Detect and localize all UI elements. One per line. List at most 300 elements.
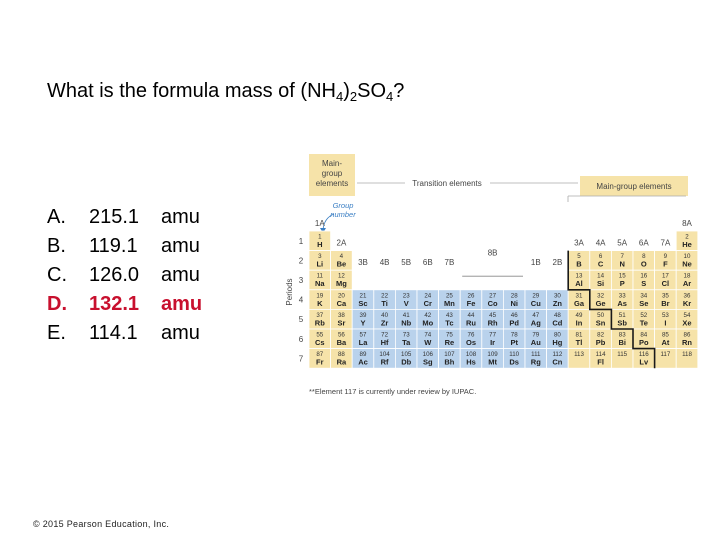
element-cell <box>633 329 655 349</box>
element-cell <box>417 309 439 329</box>
atomic-number: 38 <box>337 311 345 319</box>
element-cell <box>547 349 569 369</box>
element-cell <box>525 309 547 329</box>
copyright: © 2015 Pearson Education, Inc. <box>33 519 170 529</box>
atomic-number: 6 <box>598 253 603 261</box>
element-symbol: N <box>619 259 625 269</box>
atomic-number: 11 <box>316 272 324 280</box>
element-cell <box>568 270 590 290</box>
atomic-number: 73 <box>402 331 410 339</box>
atomic-number: 16 <box>640 272 648 280</box>
element-symbol: Au <box>530 338 541 347</box>
atomic-number: 80 <box>553 331 561 339</box>
atomic-number: 78 <box>510 331 518 339</box>
atomic-number: 15 <box>618 272 626 280</box>
element-cell <box>590 309 612 329</box>
atomic-number: 48 <box>553 311 561 319</box>
element-symbol: Cn <box>552 357 563 367</box>
group-label: 1A <box>314 219 325 228</box>
element-symbol: Rg <box>530 357 541 367</box>
answer-letter: E. <box>47 322 66 344</box>
element-cell <box>633 290 655 310</box>
element-cell <box>331 329 353 349</box>
element-cell <box>309 349 331 369</box>
atomic-number: 31 <box>575 292 583 300</box>
atomic-number: 35 <box>661 292 669 300</box>
element-cell <box>547 290 569 310</box>
element-symbol: K <box>317 298 323 308</box>
element-symbol: Co <box>487 298 498 308</box>
group-label: 8A <box>682 219 692 228</box>
element-cell <box>503 349 525 369</box>
atomic-number: 45 <box>489 311 497 319</box>
atomic-number: 39 <box>359 311 367 319</box>
answer-letter: D. <box>47 293 67 315</box>
element-grid <box>299 219 698 368</box>
element-cell <box>417 290 439 310</box>
atomic-number: 86 <box>683 331 691 339</box>
element-symbol: B <box>576 259 582 269</box>
element-symbol: Fe <box>466 298 476 308</box>
atomic-number: 10 <box>683 253 691 261</box>
atomic-number: 29 <box>532 292 540 300</box>
atomic-number: 87 <box>316 351 324 359</box>
atomic-number: 8 <box>642 253 646 261</box>
element-symbol: H <box>317 240 323 249</box>
group-label: 4A <box>595 238 606 248</box>
element-cell <box>352 349 374 369</box>
element-cell <box>655 349 677 369</box>
atomic-number: 112 <box>552 351 563 359</box>
element-symbol: Ag <box>530 318 541 328</box>
element-symbol: He <box>682 240 692 249</box>
element-cell <box>525 329 547 349</box>
element-symbol: Xe <box>682 318 692 328</box>
element-cell <box>547 329 569 349</box>
element-cell <box>417 349 439 369</box>
element-cell <box>611 309 633 329</box>
answer-unit: amu <box>161 264 200 286</box>
element-symbol: Kr <box>682 298 692 308</box>
element-cell <box>676 309 698 329</box>
period-number: 3 <box>298 276 304 285</box>
element-cell <box>482 349 504 369</box>
element-symbol: Al <box>575 279 583 289</box>
element-cell <box>331 309 353 329</box>
question-text <box>47 80 404 103</box>
element-symbol: Fl <box>597 357 604 367</box>
atomic-number: 75 <box>445 331 453 339</box>
atomic-number: 84 <box>640 331 648 339</box>
period-number: 4 <box>298 295 304 305</box>
element-symbol: Sb <box>617 318 627 328</box>
element-cell <box>460 349 482 369</box>
periods-label: Periods <box>285 278 294 306</box>
atomic-number: 32 <box>597 292 605 300</box>
answer-b[interactable] <box>47 232 202 261</box>
header-main-left-line2: group <box>321 169 343 178</box>
element-cell <box>309 309 331 329</box>
element-cell <box>676 290 698 310</box>
element-symbol: Sn <box>595 318 606 328</box>
group-label: 5B <box>401 258 412 268</box>
element-symbol: Cl <box>661 279 670 289</box>
atomic-number: 109 <box>487 351 498 359</box>
element-cell <box>633 309 655 329</box>
element-symbol: Tl <box>575 338 583 347</box>
group-label: 7A <box>660 238 671 248</box>
element-cell <box>374 329 396 349</box>
element-cell <box>309 251 331 271</box>
question-suffix: ? <box>393 80 405 102</box>
element-symbol: Re <box>444 338 455 347</box>
atomic-number: 56 <box>337 331 345 339</box>
atomic-number: 88 <box>337 351 345 359</box>
answer-letter: C. <box>47 264 67 286</box>
atomic-number: 43 <box>445 311 453 319</box>
element-symbol: Ba <box>336 338 347 347</box>
element-cell <box>655 309 677 329</box>
element-symbol: Mg <box>335 279 347 289</box>
element-symbol: La <box>358 338 368 347</box>
element-cell <box>568 290 590 310</box>
atomic-number: 116 <box>638 351 649 359</box>
atomic-number: 24 <box>424 292 432 300</box>
atomic-number: 114 <box>595 351 606 359</box>
question-mid-2: SO <box>357 80 387 102</box>
atomic-number: 44 <box>467 311 475 319</box>
question-sub-3: 4 <box>386 89 394 104</box>
group-label: 6A <box>638 238 649 248</box>
element-cell <box>525 349 547 369</box>
atomic-number: 28 <box>510 292 518 300</box>
element-cell <box>611 290 633 310</box>
atomic-number: 34 <box>640 292 648 300</box>
period-number: 5 <box>298 315 304 325</box>
atomic-number: 9 <box>663 253 668 261</box>
element-symbol: Os <box>465 338 477 347</box>
element-symbol: Se <box>639 298 649 308</box>
element-symbol: Si <box>597 279 605 289</box>
element-symbol: Zn <box>552 298 562 308</box>
element-cell <box>611 251 633 271</box>
atomic-number: 14 <box>597 272 605 280</box>
atomic-number: 106 <box>422 351 433 359</box>
element-symbol: Mo <box>422 318 434 328</box>
atomic-number: 19 <box>316 292 324 300</box>
element-symbol: Ac <box>358 357 368 367</box>
element-cell <box>525 290 547 310</box>
group-number-line1: Group <box>332 201 354 210</box>
element-symbol: Sc <box>358 298 368 308</box>
answer-value: 114.1 <box>89 322 138 344</box>
element-cell <box>309 270 331 290</box>
element-symbol: V <box>403 298 409 308</box>
element-cell <box>633 251 655 271</box>
element-symbol: Hs <box>466 357 476 367</box>
element-symbol: Ti <box>381 298 388 308</box>
element-cell <box>374 290 396 310</box>
element-symbol: Ds <box>509 357 519 367</box>
atomic-number: 36 <box>683 292 691 300</box>
answer-value: 119.1 <box>89 235 138 257</box>
element-symbol: F <box>663 259 668 269</box>
element-symbol: Po <box>639 338 649 347</box>
element-symbol: Mn <box>443 298 455 308</box>
element-cell <box>590 251 612 271</box>
atomic-number: 40 <box>381 311 389 319</box>
element-symbol: W <box>424 338 432 347</box>
element-symbol: Te <box>639 318 648 328</box>
element-symbol: Pt <box>510 338 518 347</box>
question-mid-1: ) <box>343 80 350 102</box>
answer-e[interactable] <box>47 319 202 348</box>
element-symbol: Sg <box>423 357 433 367</box>
element-symbol: Rf <box>380 357 389 367</box>
answer-value: 132.1 <box>89 293 140 315</box>
element-cell <box>374 309 396 329</box>
atomic-number: 41 <box>402 311 410 319</box>
atomic-number: 77 <box>489 331 497 339</box>
answer-value: 215.1 <box>89 206 140 228</box>
atomic-number: 72 <box>381 331 389 339</box>
header-main-right: Main-group elements <box>596 182 672 191</box>
atomic-number: 1 <box>318 233 322 241</box>
atomic-number: 2 <box>685 233 689 241</box>
answer-unit: amu <box>161 206 200 228</box>
element-symbol: S <box>641 279 647 289</box>
atomic-number: 54 <box>683 311 691 319</box>
element-cell <box>395 290 417 310</box>
atomic-number: 79 <box>532 331 540 339</box>
answer-unit: amu <box>161 322 200 344</box>
element-symbol: Cs <box>315 338 325 347</box>
element-symbol: Hg <box>552 338 563 347</box>
answer-unit: amu <box>161 293 203 315</box>
group-label: 2A <box>336 238 347 248</box>
element-cell <box>439 349 461 369</box>
element-cell <box>547 309 569 329</box>
element-symbol: Ne <box>682 259 692 269</box>
element-symbol: Pb <box>595 338 606 347</box>
element-cell <box>676 251 698 271</box>
element-cell <box>460 290 482 310</box>
atomic-number: 33 <box>618 292 626 300</box>
element-symbol: Rh <box>487 318 498 328</box>
answer-d[interactable] <box>47 290 202 319</box>
answer-letter: B. <box>47 235 66 257</box>
atomic-number: 57 <box>359 331 367 339</box>
group-label: 3A <box>574 238 584 248</box>
question-sub-2: 2 <box>349 89 358 104</box>
answer-letter: A. <box>47 206 66 228</box>
element-symbol: Fr <box>316 357 324 367</box>
atomic-number: 108 <box>465 351 477 359</box>
element-symbol: Cd <box>552 318 563 328</box>
element-cell <box>676 329 698 349</box>
element-symbol: As <box>617 298 627 308</box>
atomic-number: 74 <box>424 331 432 339</box>
atomic-number: 105 <box>401 351 412 359</box>
atomic-number: 46 <box>510 311 518 319</box>
atomic-number: 110 <box>509 351 520 359</box>
atomic-number: 22 <box>381 292 389 300</box>
atomic-number: 81 <box>575 331 583 339</box>
element-cell <box>655 251 677 271</box>
atomic-number: 89 <box>359 351 367 359</box>
element-symbol: Cu <box>530 298 541 308</box>
element-symbol: Li <box>316 259 324 269</box>
atomic-number: 111 <box>531 351 541 359</box>
atomic-number: 113 <box>574 351 584 359</box>
atomic-number: 83 <box>618 331 626 339</box>
answer-unit: amu <box>161 235 200 257</box>
element-cell <box>482 329 504 349</box>
element-symbol: Bh <box>444 357 455 367</box>
element-cell <box>655 290 677 310</box>
atomic-number: 117 <box>660 351 671 359</box>
answer-value: 126.0 <box>89 264 140 286</box>
element-cell <box>503 309 525 329</box>
atomic-number: 47 <box>532 311 540 319</box>
element-symbol: Rb <box>314 318 325 328</box>
element-symbol: Br <box>661 298 670 308</box>
element-symbol: Ga <box>573 298 585 308</box>
element-symbol: Cr <box>423 298 432 308</box>
element-symbol: Be <box>336 259 347 269</box>
answer-a[interactable] <box>47 203 202 232</box>
element-cell <box>590 349 612 369</box>
atomic-number: 13 <box>575 272 583 280</box>
element-symbol: I <box>664 318 667 328</box>
group-label: 8B <box>487 248 498 258</box>
group-label: 1B <box>530 258 541 268</box>
element-cell <box>460 309 482 329</box>
element-cell <box>676 349 698 369</box>
header-main-left-line3: elements <box>315 179 349 188</box>
element-cell <box>309 290 331 310</box>
element-cell <box>395 329 417 349</box>
periodic-table <box>282 152 702 402</box>
element-cell <box>568 251 590 271</box>
element-cell <box>568 349 590 369</box>
element-symbol: Ni <box>510 298 518 308</box>
element-symbol: In <box>575 318 583 328</box>
answer-c[interactable] <box>47 261 202 290</box>
question-sub-1: 4 <box>335 89 344 104</box>
atomic-number: 82 <box>597 331 605 339</box>
atomic-number: 20 <box>337 292 345 300</box>
element-cell <box>439 290 461 310</box>
element-symbol: Mt <box>488 357 497 367</box>
answer-list <box>47 203 202 348</box>
group-label: 6B <box>422 258 433 268</box>
element-symbol: Ar <box>682 279 692 289</box>
group-number-line2: number <box>330 210 356 219</box>
element-cell <box>590 329 612 349</box>
atomic-number: 5 <box>577 253 581 261</box>
atomic-number: 37 <box>316 311 324 319</box>
header-transition: Transition elements <box>412 179 482 188</box>
atomic-number: 18 <box>683 272 691 280</box>
footnote: **Element 117 is currently under review by IUPAC. <box>309 387 477 396</box>
element-cell <box>309 231 331 251</box>
element-cell <box>503 329 525 349</box>
element-symbol: Bi <box>618 338 626 347</box>
element-cell <box>352 329 374 349</box>
element-cell <box>331 349 353 369</box>
atomic-number: 115 <box>617 351 628 359</box>
element-symbol: Ra <box>336 357 347 367</box>
group-label: 4B <box>379 258 390 268</box>
element-symbol: Ta <box>402 338 411 347</box>
element-cell <box>331 270 353 290</box>
atomic-number: 23 <box>402 292 410 300</box>
atomic-number: 30 <box>553 292 561 300</box>
atomic-number: 7 <box>620 253 624 261</box>
element-symbol: P <box>619 279 625 289</box>
element-cell <box>568 309 590 329</box>
header-main-left-line1: Main- <box>321 159 343 168</box>
element-cell <box>352 309 374 329</box>
element-cell <box>482 309 504 329</box>
atomic-number: 52 <box>640 311 648 319</box>
element-symbol: Y <box>360 318 366 328</box>
element-symbol: Na <box>315 279 325 289</box>
group-label: 2B <box>552 258 563 268</box>
atomic-number: 53 <box>661 311 669 319</box>
element-cell <box>633 270 655 290</box>
element-cell <box>611 349 633 369</box>
element-symbol: Tc <box>445 318 454 328</box>
element-symbol: Zr <box>380 318 389 328</box>
element-cell <box>395 309 417 329</box>
period-number: 1 <box>298 236 304 246</box>
element-cell <box>611 270 633 290</box>
atomic-number: 76 <box>467 331 475 339</box>
element-symbol: Rn <box>682 338 692 347</box>
element-symbol: Pd <box>509 318 519 328</box>
element-cell <box>331 251 353 271</box>
atomic-number: 12 <box>337 272 345 280</box>
element-symbol: Sr <box>337 318 346 328</box>
element-cell <box>309 329 331 349</box>
element-cell <box>655 329 677 349</box>
element-cell <box>611 329 633 349</box>
element-symbol: Ca <box>336 298 347 308</box>
element-cell <box>676 231 698 251</box>
atomic-number: 49 <box>575 311 583 319</box>
element-cell <box>395 349 417 369</box>
element-cell <box>503 290 525 310</box>
element-cell <box>439 329 461 349</box>
atomic-number: 21 <box>359 292 367 300</box>
element-symbol: C <box>597 259 604 269</box>
element-cell <box>352 290 374 310</box>
period-number: 6 <box>298 334 304 344</box>
element-cell <box>331 290 353 310</box>
atomic-number: 3 <box>318 253 322 261</box>
atomic-number: 118 <box>682 351 692 359</box>
element-symbol: Lv <box>639 357 649 367</box>
element-cell <box>568 329 590 349</box>
element-symbol: Db <box>401 357 412 367</box>
period-number: 2 <box>298 256 304 266</box>
atomic-number: 42 <box>424 311 432 319</box>
element-cell <box>590 270 612 290</box>
period-number: 7 <box>298 354 304 364</box>
atomic-number: 17 <box>661 272 669 280</box>
